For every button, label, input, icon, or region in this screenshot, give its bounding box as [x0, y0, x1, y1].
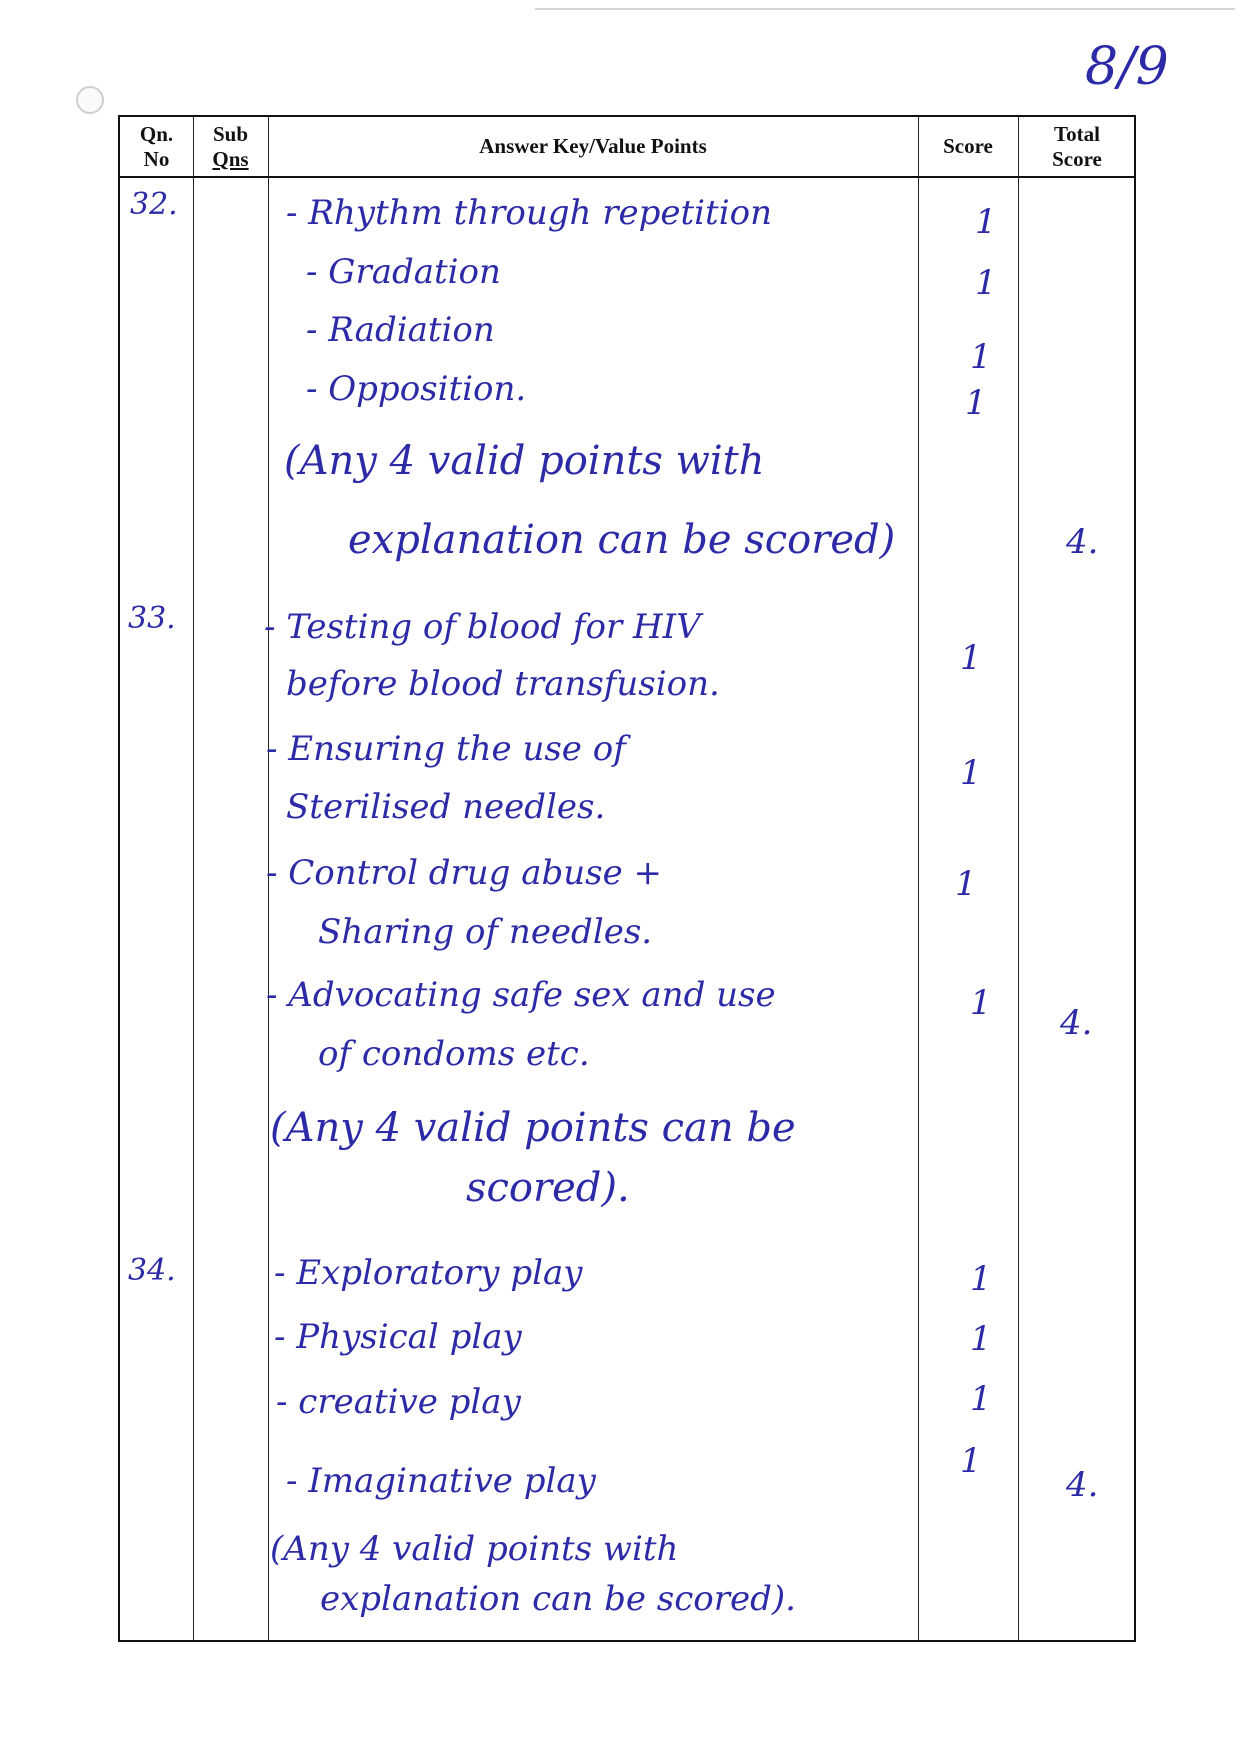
answer-point: - Exploratory play	[274, 1253, 583, 1293]
answer-point: - Opposition.	[306, 369, 527, 409]
header-qn-line1: Qn.	[139, 121, 174, 146]
total-score: 4.	[1060, 1003, 1093, 1043]
point-score: 1	[960, 1441, 982, 1481]
answer-point: - Testing of blood for HIV	[264, 607, 701, 647]
column-divider-answer	[918, 117, 919, 1640]
header-total-score	[1018, 117, 1136, 176]
answer-point: - Radiation	[306, 310, 495, 350]
answer-note: explanation can be scored)	[348, 517, 896, 563]
point-score: 1	[970, 337, 992, 377]
header-total-line2: Score	[1052, 146, 1102, 171]
point-score: 1	[955, 864, 977, 904]
answer-note: scored).	[466, 1165, 630, 1211]
answer-point-continued: Sharing of needles.	[318, 912, 653, 952]
column-divider-score	[1018, 117, 1019, 1640]
header-total-line1: Total	[1054, 121, 1100, 146]
page-number: 8/9	[1085, 37, 1169, 97]
answer-point-continued: before blood transfusion.	[286, 664, 720, 704]
answer-note: (Any 4 valid points can be	[270, 1105, 796, 1151]
answer-point: - Imaginative play	[286, 1461, 596, 1501]
point-score: 1	[970, 1319, 992, 1359]
header-score: Score	[943, 134, 993, 158]
point-score: 1	[970, 1379, 992, 1419]
question-number: 34.	[128, 1253, 176, 1288]
header-qn-line2: No	[143, 146, 170, 171]
answer-point: - creative play	[276, 1382, 521, 1422]
scan-edge-line	[535, 8, 1235, 10]
point-score: 1	[970, 1259, 992, 1299]
answer-point: - Rhythm through repetition	[286, 193, 772, 233]
header-sub-line1: Sub	[212, 121, 249, 146]
punch-hole	[76, 86, 104, 114]
point-score: 1	[975, 263, 997, 303]
header-sub-qns	[193, 117, 268, 176]
total-score: 4.	[1066, 522, 1099, 562]
answer-point: - Advocating safe sex and use	[266, 975, 776, 1015]
answer-note: explanation can be scored).	[320, 1579, 796, 1619]
answer-note: (Any 4 valid points with	[270, 1529, 679, 1569]
point-score: 1	[960, 638, 982, 678]
point-score: 1	[970, 983, 992, 1023]
answer-point: - Control drug abuse +	[266, 853, 663, 893]
point-score: 1	[965, 383, 987, 423]
header-divider	[120, 176, 1134, 178]
question-number: 32.	[130, 187, 178, 222]
point-score: 1	[960, 753, 982, 793]
header-sub-line2: Qns	[212, 146, 249, 171]
answer-note: (Any 4 valid points with	[284, 438, 765, 484]
header-answer-key: Answer Key/Value Points	[479, 134, 707, 158]
column-divider-qn	[193, 117, 194, 1640]
answer-point: - Physical play	[274, 1317, 522, 1357]
total-score: 4.	[1066, 1465, 1099, 1505]
answer-point-continued: of condoms etc.	[318, 1034, 590, 1074]
answer-point: - Gradation	[306, 252, 501, 292]
point-score: 1	[975, 202, 997, 242]
answer-point: - Ensuring the use of	[266, 729, 626, 769]
answer-point-continued: Sterilised needles.	[286, 787, 606, 827]
question-number: 33.	[128, 601, 176, 636]
header-qn-no	[120, 117, 193, 176]
